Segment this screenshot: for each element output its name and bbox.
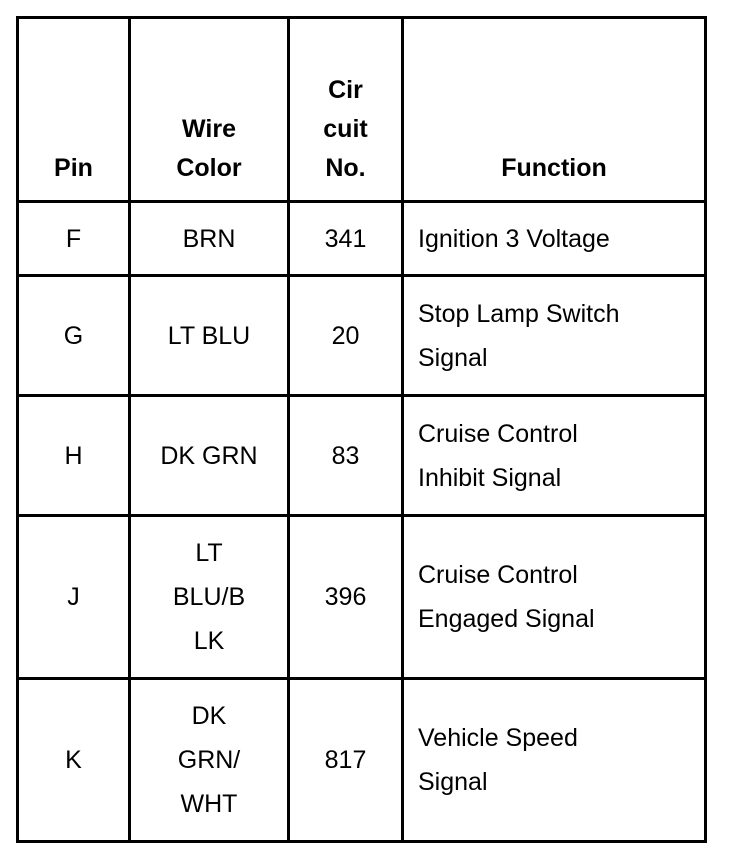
wire-color-value: LT BLU bbox=[167, 321, 251, 350]
header-function-label: Function bbox=[501, 154, 607, 182]
circuit-no-value: 396 bbox=[324, 583, 367, 611]
circuit-no-value: 341 bbox=[324, 224, 367, 253]
cell-pin bbox=[18, 516, 130, 679]
cell-function bbox=[403, 396, 706, 516]
cell-circuit-no bbox=[289, 276, 403, 396]
cell-function bbox=[403, 202, 706, 276]
cell-wire-color bbox=[130, 276, 289, 396]
cell-circuit-no bbox=[289, 679, 403, 842]
table-header-row bbox=[18, 18, 706, 202]
cell-pin bbox=[18, 396, 130, 516]
header-circuit-no-label: Cir cuit No. bbox=[323, 76, 368, 182]
circuit-no-value: 83 bbox=[331, 441, 360, 470]
wire-color-value: LT BLU/B LK bbox=[172, 539, 246, 655]
cell-circuit-no bbox=[289, 396, 403, 516]
pin-value: J bbox=[67, 583, 80, 611]
cell-wire-color bbox=[130, 679, 289, 842]
function-value: Cruise Control Inhibit Signal bbox=[418, 419, 578, 492]
cell-wire-color bbox=[130, 516, 289, 679]
cell-circuit-no bbox=[289, 516, 403, 679]
function-value: Ignition 3 Voltage bbox=[418, 224, 610, 253]
header-wire-color bbox=[130, 18, 289, 202]
function-value: Stop Lamp Switch Signal bbox=[418, 299, 620, 372]
header-pin bbox=[18, 18, 130, 202]
cell-circuit-no bbox=[289, 202, 403, 276]
wire-color-value: DK GRN bbox=[160, 441, 258, 470]
header-function bbox=[403, 18, 706, 202]
function-value: Vehicle Speed Signal bbox=[418, 724, 578, 796]
header-circuit-no bbox=[289, 18, 403, 202]
cell-wire-color bbox=[130, 202, 289, 276]
cell-wire-color bbox=[130, 396, 289, 516]
cell-pin bbox=[18, 276, 130, 396]
wire-color-value: BRN bbox=[182, 224, 236, 253]
cell-function bbox=[403, 679, 706, 842]
circuit-no-value: 817 bbox=[324, 746, 367, 774]
table-row bbox=[18, 516, 706, 679]
pin-value: F bbox=[65, 224, 82, 253]
connector-pinout-table bbox=[16, 16, 707, 843]
pin-value: G bbox=[63, 321, 84, 350]
table-row bbox=[18, 276, 706, 396]
header-wire-color-label: Wire Color bbox=[176, 115, 242, 182]
cell-function bbox=[403, 516, 706, 679]
cell-pin bbox=[18, 679, 130, 842]
pin-value: H bbox=[64, 441, 83, 470]
cell-function bbox=[403, 276, 706, 396]
table-row bbox=[18, 396, 706, 516]
header-pin-label: Pin bbox=[54, 154, 93, 182]
pin-value: K bbox=[65, 746, 82, 774]
table-row bbox=[18, 679, 706, 842]
circuit-no-value: 20 bbox=[331, 321, 360, 350]
cell-pin bbox=[18, 202, 130, 276]
function-value: Cruise Control Engaged Signal bbox=[418, 561, 595, 633]
table-row bbox=[18, 202, 706, 276]
wire-color-value: DK GRN/ WHT bbox=[177, 702, 241, 818]
